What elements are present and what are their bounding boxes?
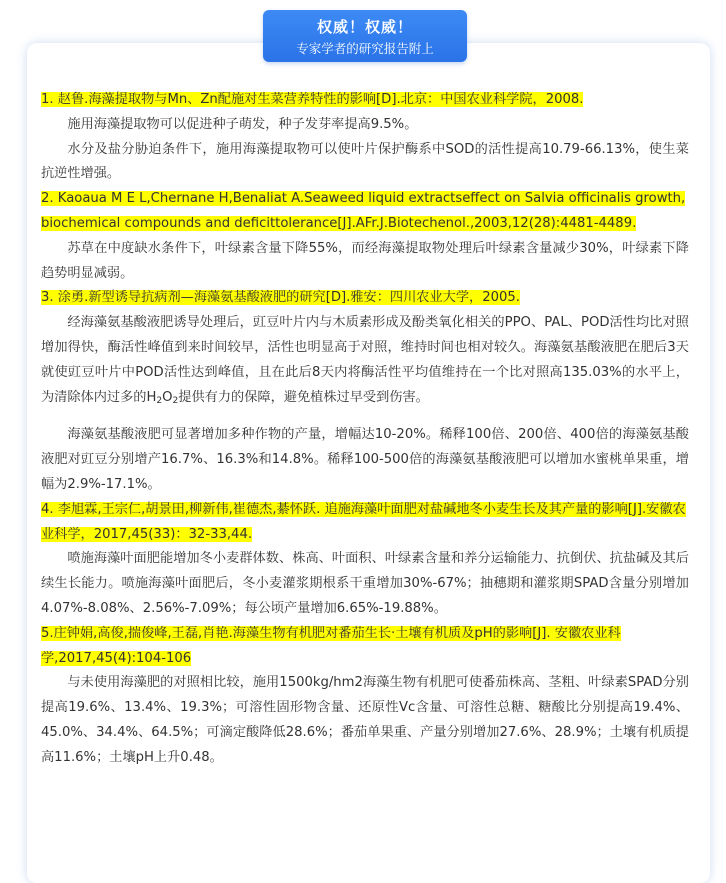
reference-4-paragraph: 喷施海藻叶面肥能增加冬小麦群体数、株高、叶面积、叶绿素含量和养分运输能力、抗倒伏、抗盐碱及其后续生长能力。喷施海藻叶面肥后，冬小麦灌浆期根系干重增加30%-67%；抽穗期和灌浆期SPAD含量分别增加4.07%-8.08%、2.56%-7.09%；每公顷产量增加6.65%-19.88%。 [41, 551, 689, 616]
reference-2-citation: 2. Kaoaua M E L,Chernane H,Benaliat A.Seaweed liquid extractseffect on Salvia officinalis growth, biochemical compounds and deficittolerance[J].AFr.J.Biotechenol.,2003,12(28):4481-4489. [41, 191, 686, 231]
reference-5-paragraph: 与未使用海藻肥的对照相比较，施用1500kg/hm2海藻生物有机肥可使番茄株高、茎粗、叶绿素SPAD分别提高19.6%、13.4%、19.3%；可溶性固形物含量、还原性Vc含量、可溶性总糖、糖酸比分别提高19.4%、45.0%、34.4%、64.5%；可滴定酸降低28.6%；番茄单果重、产量分别增加27.6%、28.9%；土壤有机质提高11.6%；土壤pH上升0.48。 [41, 675, 689, 765]
reference-3-citation: 3. 涂勇.新型诱导抗病剂—海藻氨基酸液肥的研究[D].雅安：四川农业大学，2005. [41, 290, 520, 306]
reference-3-paragraph: 海藻氨基酸液肥可显著增加多种作物的产量，增幅达10-20%。稀释100倍、200倍、400倍的海藻氨基酸液肥对豇豆分别增产16.7%、16.3%和14.8%。稀释100-500倍的海藻氨基酸液肥可以增加水蜜桃单果重，增幅为2.9%-17.1%。 [41, 427, 689, 492]
header-banner [263, 10, 467, 62]
reference-3-paragraph: 经海藻氨基酸液肥诱导处理后，豇豆叶片内与木质素形成及酚类氧化相关的PPO、PAL、POD活性均比对照增加得快，酶活性峰值到来时间较早，活性也明显高于对照，维持时间也相对较久。海藻氨基酸液肥在肥后3天就使豇豆叶片中POD活性达到峰值，且在此后8天内将酶活性平均值维持在一个比对照高135.03%的水平上，为清除体内过多的$H_2O_2$提供有力的保障，避免植株过早受到伤害。 [41, 315, 689, 406]
header-subtitle: 专家学者的研究报告附上 [296, 41, 434, 56]
reference-5-citation: 5.庄钟娟,高俊,揣俊峰,王磊,肖艳.海藻生物有机肥对番茄生长·土壤有机质及pH的影响[J]. 安徽农业科学,2017,45(4):104-106 [41, 625, 621, 666]
header-title: 权威！权威！ [316, 18, 413, 36]
reference-1-paragraph: 施用海藻提取物可以促进种子萌发，种子发芽率提高9.5%。 [67, 116, 418, 132]
reference-2-paragraph: 苏草在中度缺水条件下，叶绿素含量下降55%，而经海藻提取物处理后叶绿素含量减少30%，叶绿素下降趋势明显减弱。 [41, 240, 689, 281]
reference-list [41, 88, 689, 771]
reference-1-paragraph: 水分及盐分胁迫条件下，施用海藻提取物可以使叶片保护酶系中SOD的活性提高10.79-66.13%，使生菜抗逆性增强。 [41, 141, 689, 182]
h2o2-formula: $H_2O_2$ [146, 389, 179, 406]
reference-4-citation: 4. 李旭霖,王宗仁,胡景田,柳新伟,崔德杰,綦怀跃. 追施海藻叶面肥对盐碱地冬小麦生长及其产量的影响[J].安徽农业科学，2017,45(33)：32-33,44. [41, 501, 686, 542]
reference-1-citation: 1. 赵鲁.海藻提取物与Mn、Zn配施对生菜营养特性的影响[D].北京：中国农业科学院，2008. [41, 92, 584, 107]
